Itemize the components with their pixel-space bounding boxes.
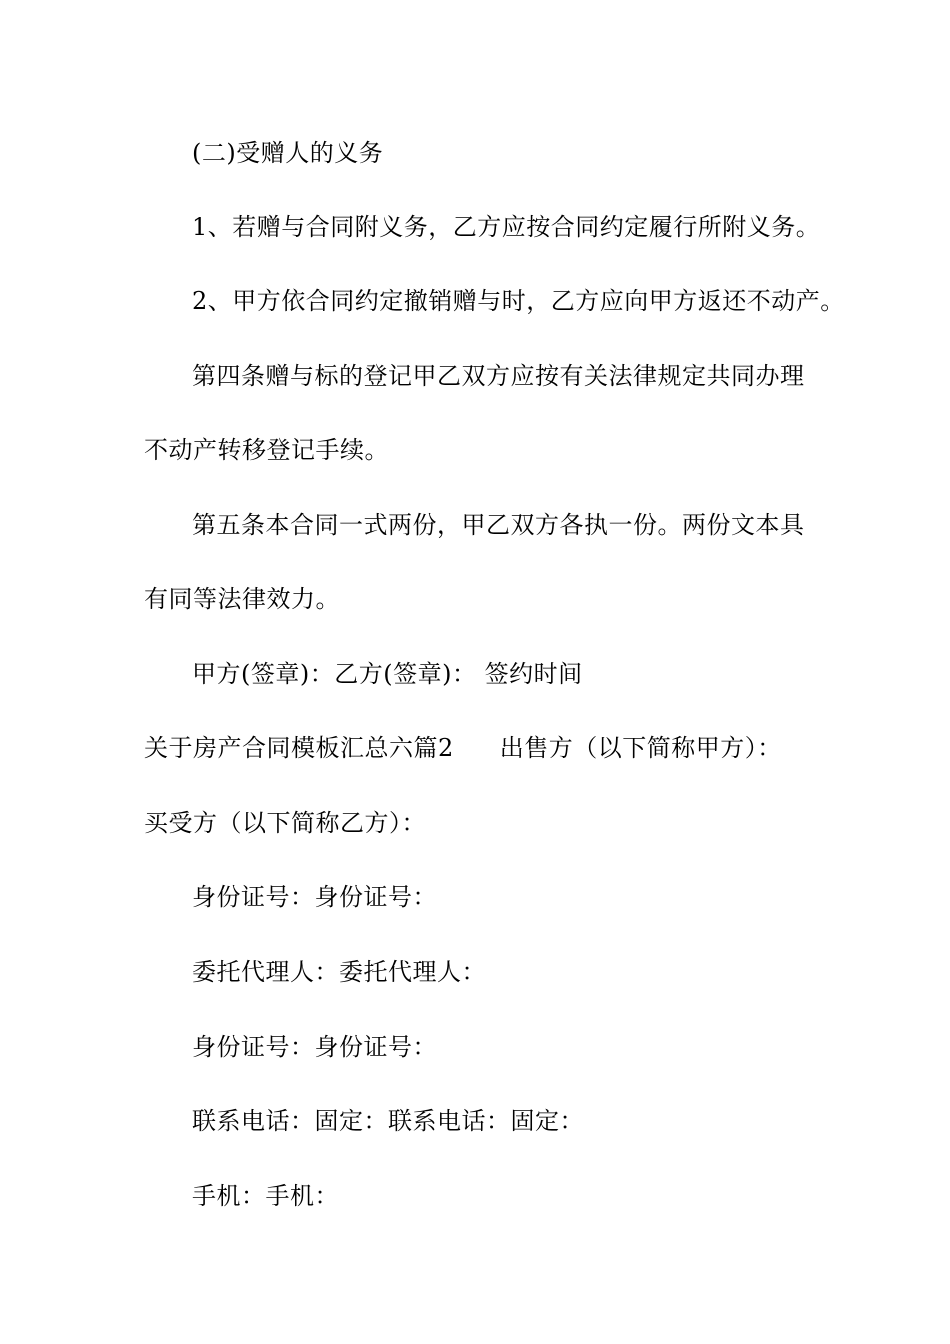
buyer-label: 买受方（以下简称乙方）： [144,809,426,837]
mobile-line: 手机：手机： [192,1182,339,1210]
clause-line: 2、甲方依合同约定撤销赠与时，乙方应向甲方返还不动产。 [192,287,845,315]
section-heading-donee-obligations: (二)受赠人的义务 [192,139,384,167]
contract-title: 关于房产合同模板汇总六篇2 [144,734,454,762]
article-four-line: 第四条赠与标的登记甲乙双方应按有关法律规定共同办理 [192,362,805,390]
id-number-line: 身份证号：身份证号： [192,883,437,911]
contract-title-line [144,733,782,763]
agent-line: 委托代理人：委托代理人： [192,958,486,986]
seller-label: 出售方（以下简称甲方）： [499,734,782,762]
agent-id-number-line: 身份证号：身份证号： [192,1033,437,1061]
article-five-line: 第五条本合同一式两份，甲乙双方各执一份。两份文本具 [192,511,805,539]
phone-line: 联系电话：固定：联系电话：固定： [192,1107,584,1135]
article-five-continuation: 有同等法律效力。 [144,585,340,613]
clause-line: 1、若赠与合同附义务，乙方应按合同约定履行所附义务。 [192,213,821,241]
signature-line: 甲方(签章)：乙方(签章)： 签约时间 [192,660,583,688]
article-four-continuation: 不动产转移登记手续。 [144,436,389,464]
